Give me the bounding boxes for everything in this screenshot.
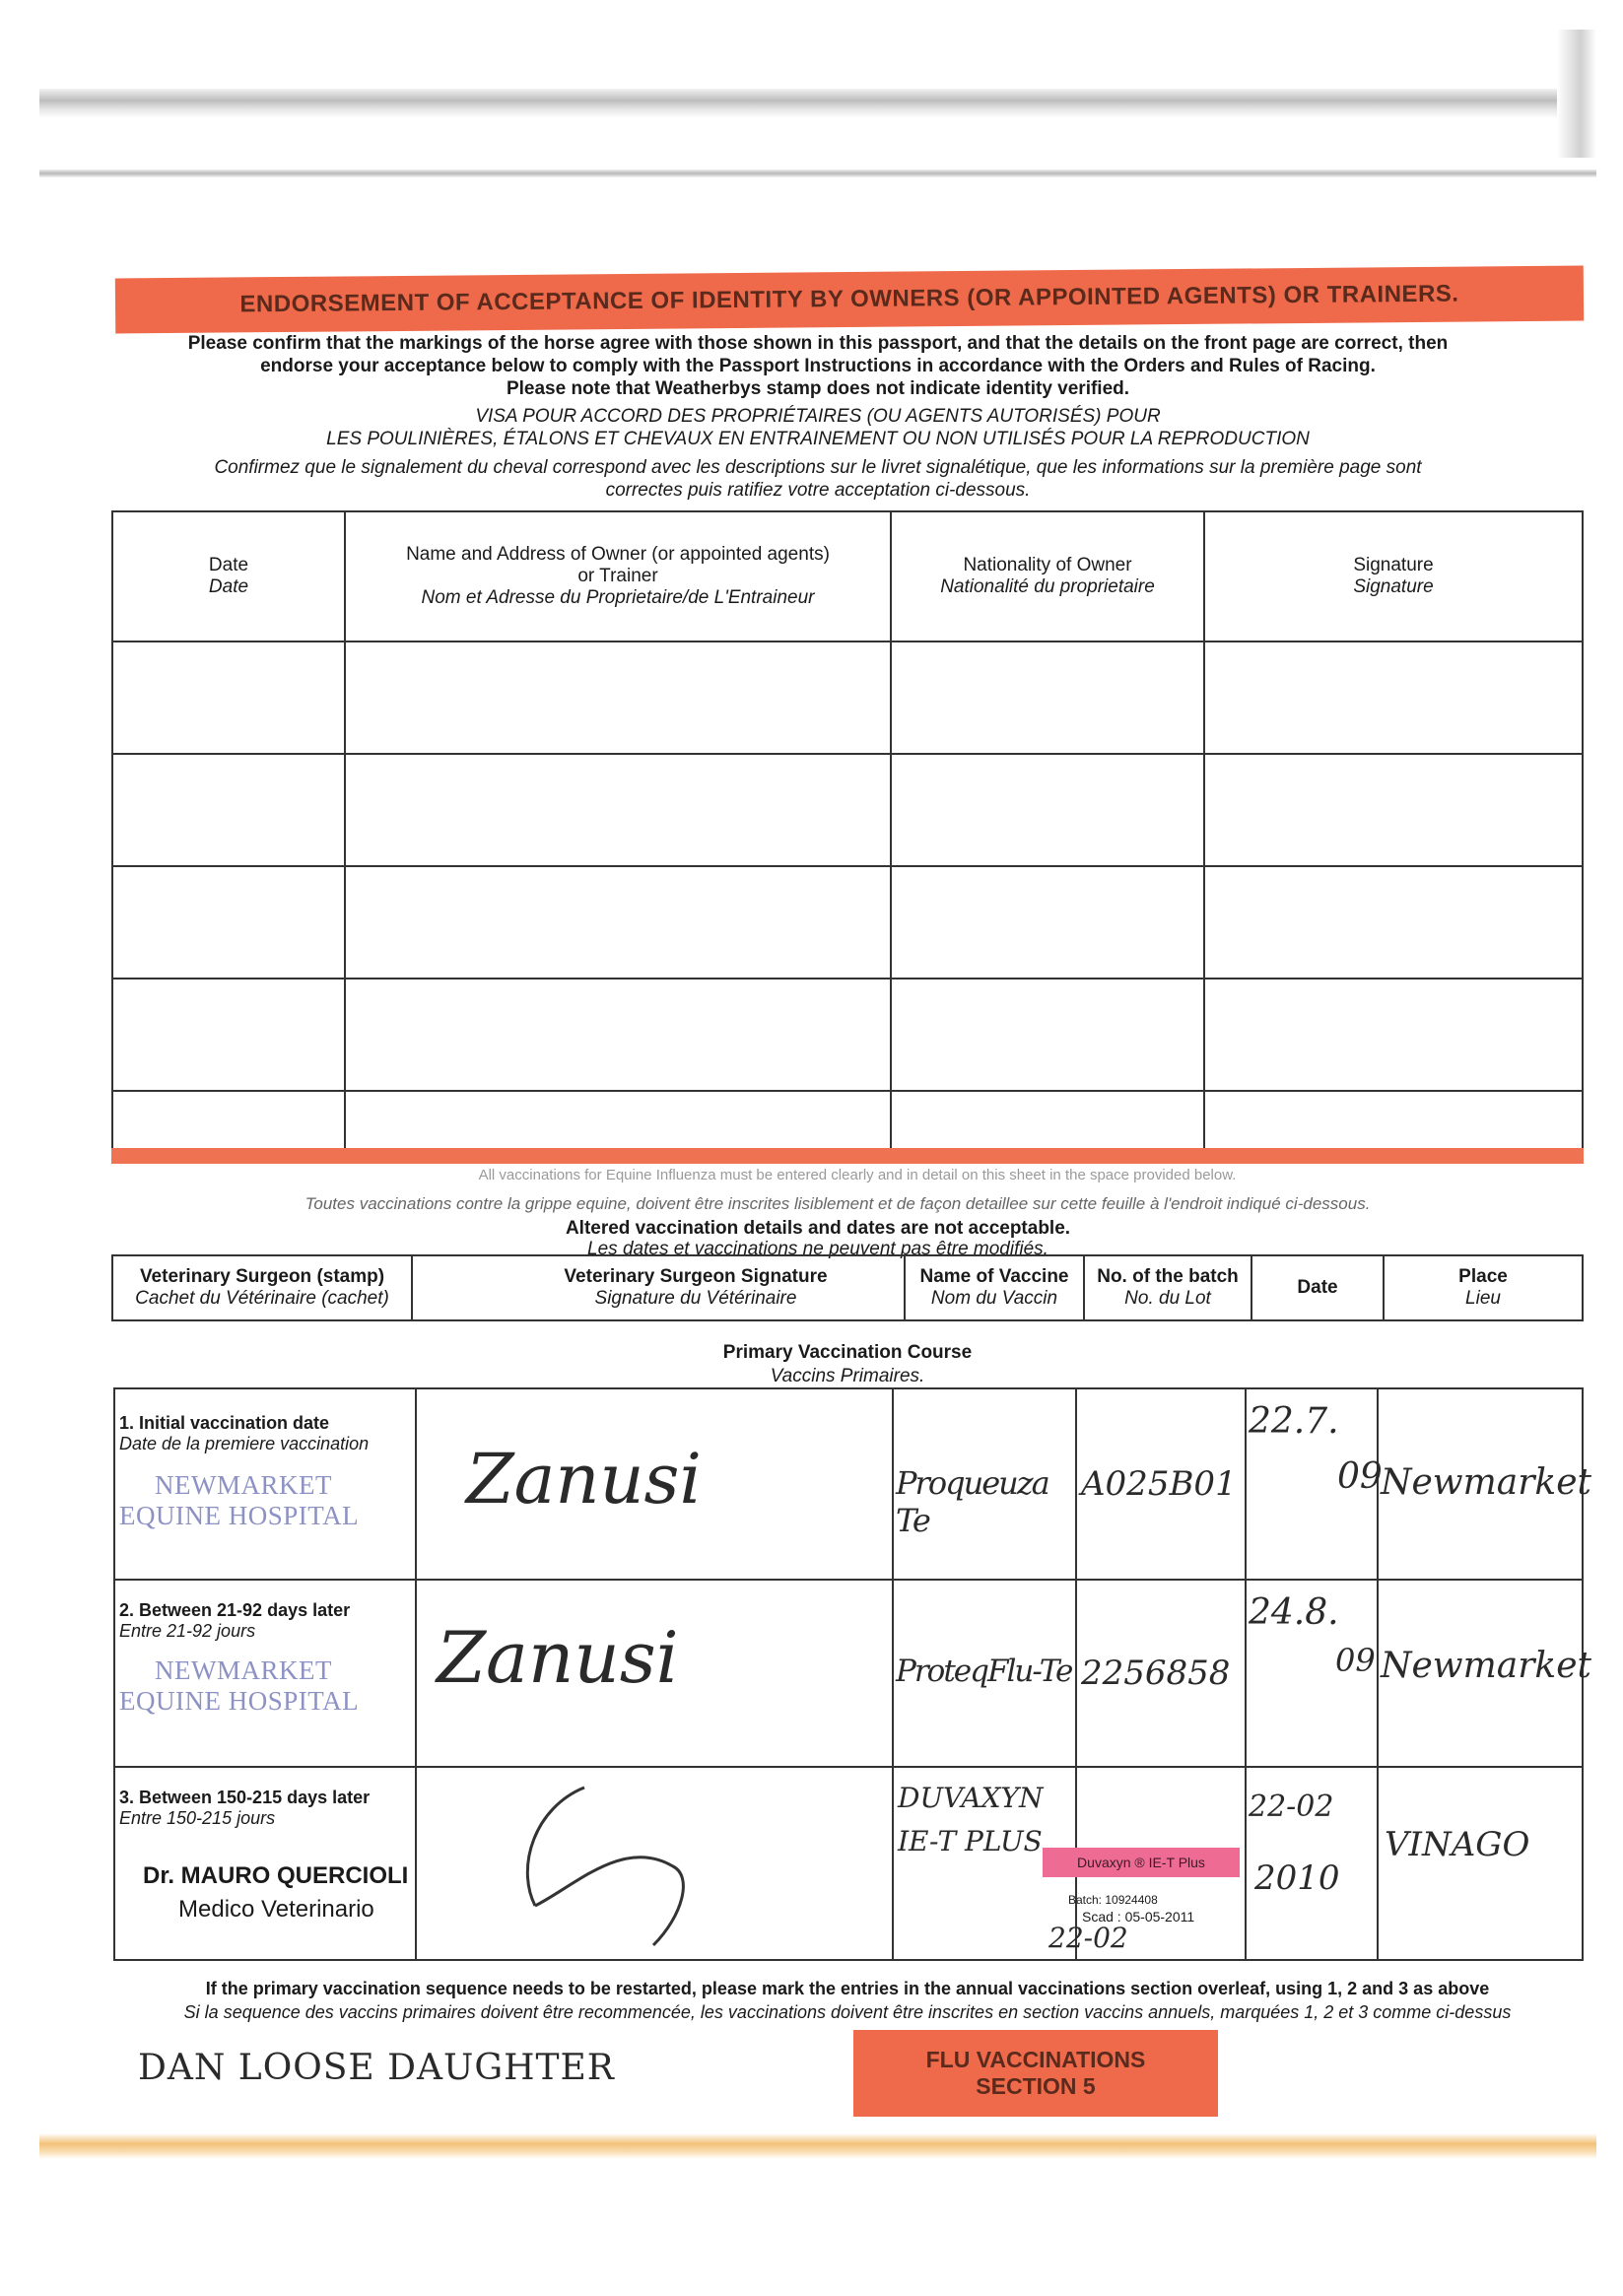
row3-signature-scribble — [476, 1778, 732, 1955]
head-date — [1251, 1255, 1384, 1320]
head-vaccine-name — [905, 1255, 1084, 1320]
owner-cell[interactable] — [1204, 1091, 1583, 1150]
col-nat-en: Nationality of Owner — [963, 555, 1132, 575]
owner-cell[interactable] — [891, 1091, 1204, 1150]
row3-vet-title: Medico Veterinario — [178, 1896, 374, 1923]
head-name-en: Name of Vaccine — [919, 1266, 1069, 1287]
horse-name: DAN LOOSE DAUGHTER — [138, 2048, 615, 2088]
scan-shadow-right — [1557, 30, 1596, 158]
row2-date-cell[interactable] — [1246, 1580, 1378, 1767]
row3-date-line2: 2010 — [1254, 1858, 1340, 1898]
instruction-en-3: Please note that Weatherbys stamp does not indicate identity verified. — [506, 378, 1130, 399]
row2-stamp-line1: NEWMARKET — [155, 1655, 332, 1685]
owner-row — [112, 1091, 1583, 1150]
col-name-fr: Nom et Adresse du Proprietaire/de L'Entraineur — [421, 587, 815, 608]
head-name-fr: Nom du Vaccin — [930, 1288, 1058, 1309]
altered-note-fr: Les dates et vaccinations ne peuvent pas être modifiés. — [587, 1239, 1048, 1259]
scan-band-top — [39, 89, 1596, 118]
owner-cell[interactable] — [891, 754, 1204, 866]
row2-date-part2: 09 — [1335, 1642, 1376, 1679]
owner-cell[interactable] — [1204, 979, 1583, 1091]
owner-cell[interactable] — [891, 642, 1204, 754]
vaccine-label-scad: Scad : 05-05-2011 — [1082, 1909, 1195, 1925]
row3-stamp-cell[interactable] — [114, 1767, 416, 1960]
vaccine-label-batch: Batch: 10924408 — [1068, 1893, 1158, 1907]
vaccination-row-1 — [114, 1388, 1583, 1580]
head-batch-fr: No. du Lot — [1124, 1288, 1211, 1309]
col-sig-fr: Signature — [1353, 576, 1434, 597]
restart-note-fr: Si la sequence des vaccins primaires doivent être recommencée, les vaccinations doivent être inscrites en section vaccins annuels, marquées 1, 2 et 3 comme ci-dessus — [183, 2002, 1512, 2022]
head-gap — [412, 1255, 488, 1320]
row2-stamp-line2: EQUINE HOSPITAL — [119, 1686, 360, 1716]
faint-note-en: All vaccinations for Equine Influenza must be entered clearly and in detail on this sheet in the space provided below. — [478, 1167, 1237, 1183]
instruction-en-2: endorse your acceptance below to comply with the Passport Instructions in accordance with the Orders and Rules of Racing. — [260, 356, 1376, 376]
owner-endorsement-table — [111, 510, 1584, 1151]
owner-cell[interactable] — [345, 979, 891, 1091]
row3-label-fr: Entre 150-215 jours — [119, 1808, 276, 1828]
owner-cell[interactable] — [112, 1091, 345, 1150]
row1-stamp-cell[interactable] — [114, 1388, 416, 1580]
owner-cell[interactable] — [345, 1091, 891, 1150]
row1-stamp-line1: NEWMARKET — [155, 1470, 332, 1500]
head-vet-en: Veterinary Surgeon (stamp) — [139, 1266, 385, 1287]
section-label-line1: FLU VACCINATIONS — [925, 2047, 1146, 2072]
row1-place-cell[interactable] — [1378, 1388, 1592, 1580]
row3-date-line1: 22-02 — [1249, 1790, 1334, 1824]
head-vet-stamp — [112, 1255, 412, 1320]
col-date-en: Date — [208, 555, 249, 575]
col-nat-fr: Nationalité du proprietaire — [940, 576, 1155, 597]
head-sig-en: Veterinary Surgeon Signature — [564, 1266, 828, 1287]
section-label-box — [853, 2030, 1218, 2117]
row3-date-correction: 22-02 — [1048, 1922, 1128, 1954]
row1-signature-cell[interactable] — [416, 1388, 893, 1580]
head-place — [1384, 1255, 1583, 1320]
owner-cell[interactable] — [112, 979, 345, 1091]
owner-cell[interactable] — [1204, 754, 1583, 866]
altered-note-en: Altered vaccination details and dates are not acceptable. — [565, 1218, 1071, 1239]
endorsement-header: ENDORSEMENT OF ACCEPTANCE OF IDENTITY BY OWNERS (OR APPOINTED AGENTS) OR TRAINERS. — [115, 265, 1584, 333]
row2-signature-cell[interactable] — [416, 1580, 893, 1767]
vaccine-label-sticker: Duvaxyn ® IE-T Plus — [1043, 1848, 1240, 1877]
row1-signature: Zanusi — [466, 1439, 702, 1519]
col-sig-en: Signature — [1353, 555, 1434, 575]
scan-band-bottom — [39, 2133, 1596, 2159]
primary-vaccination-table — [113, 1387, 1592, 1961]
row3-date-cell[interactable] — [1246, 1767, 1378, 1960]
head-vet-signature — [488, 1255, 905, 1320]
owner-cell[interactable] — [1204, 866, 1583, 979]
owner-cell[interactable] — [891, 866, 1204, 979]
head-place-en: Place — [1458, 1266, 1508, 1287]
row1-vaccine: Proqueuza Te — [896, 1464, 1048, 1539]
row3-place-cell[interactable] — [1378, 1767, 1583, 1960]
owner-row — [112, 979, 1583, 1091]
row2-place: Newmarket — [1381, 1646, 1592, 1686]
owner-row — [112, 754, 1583, 866]
owner-cell[interactable] — [345, 866, 891, 979]
row1-date-part2: 09 — [1337, 1456, 1383, 1497]
row2-place-cell[interactable] — [1378, 1580, 1592, 1767]
instruction-fr-1: VISA POUR ACCORD DES PROPRIÉTAIRES (OU AGENTS AUTORISÉS) POUR — [475, 406, 1161, 427]
owner-cell[interactable] — [345, 754, 891, 866]
owner-cell[interactable] — [345, 642, 891, 754]
head-vet-fr: Cachet du Vétérinaire (cachet) — [135, 1288, 389, 1309]
row3-label-en: 3. Between 150-215 days later — [119, 1788, 371, 1807]
owner-cell[interactable] — [112, 754, 345, 866]
col-owner-name — [345, 511, 891, 642]
faint-note-fr: Toutes vaccinations contre la grippe equine, doivent être inscrites lisiblement et de façon detaillee sur cette feuille à l'endroit indiqué ci-dessous. — [304, 1194, 1371, 1213]
section-divider — [111, 1148, 1584, 1164]
owner-row — [112, 642, 1583, 754]
instruction-en-1: Please confirm that the markings of the horse agree with those shown in this passport, and that the details on the front page are correct, then — [187, 333, 1449, 354]
vaccination-row-2 — [114, 1580, 1583, 1767]
restart-note-en: If the primary vaccination sequence needs to be restarted, please mark the entries in the annual vaccinations section overleaf, using 1, 2 and 3 as above — [205, 1979, 1490, 1998]
row3-place: VINAGO — [1385, 1825, 1530, 1864]
row2-vaccine-cell[interactable] — [893, 1580, 1076, 1767]
instruction-fr-4: correctes puis ratifiez votre acceptation ci-dessous. — [605, 480, 1031, 501]
row2-batch: 2256858 — [1081, 1654, 1231, 1693]
owner-cell[interactable] — [1204, 642, 1583, 754]
row2-label-fr: Entre 21-92 jours — [119, 1621, 256, 1641]
head-date-label: Date — [1297, 1277, 1338, 1298]
row1-stamp-line2: EQUINE HOSPITAL — [119, 1501, 360, 1530]
row3-signature-cell[interactable] — [416, 1767, 893, 1960]
col-name-en2: or Trainer — [577, 566, 658, 586]
instruction-fr-3: Confirmez que le signalement du cheval correspond avec les descriptions sur le livret signalétique, que les informations sur la première page sont — [214, 457, 1422, 478]
row1-date-cell[interactable] — [1246, 1388, 1383, 1580]
row1-date-part1: 22.7. — [1249, 1401, 1339, 1442]
row1-label-en: 1. Initial vaccination date — [119, 1413, 330, 1433]
row2-date-part1: 24.8. — [1249, 1592, 1339, 1633]
row1-vaccine-cell[interactable] — [893, 1388, 1076, 1580]
col-signature — [1204, 511, 1583, 642]
head-batch — [1084, 1255, 1251, 1320]
col-name-en1: Name and Address of Owner (or appointed agents) — [406, 544, 830, 565]
head-batch-en: No. of the batch — [1097, 1266, 1239, 1287]
col-nationality — [891, 511, 1204, 642]
primary-course-fr: Vaccins Primaires. — [770, 1366, 925, 1386]
row2-batch-cell[interactable] — [1076, 1580, 1246, 1767]
row2-label-en: 2. Between 21-92 days later — [119, 1600, 351, 1620]
row2-stamp-cell[interactable] — [114, 1580, 416, 1767]
col-date — [112, 511, 345, 642]
section-label-line2: SECTION 5 — [976, 2073, 1096, 2099]
row1-batch-cell[interactable] — [1076, 1388, 1246, 1580]
head-place-fr: Lieu — [1465, 1288, 1501, 1309]
owner-cell[interactable] — [891, 979, 1204, 1091]
row1-label-fr: Date de la premiere vaccination — [119, 1434, 370, 1453]
row2-signature: Zanusi — [437, 1616, 679, 1699]
owner-row — [112, 866, 1583, 979]
row1-batch: A025B01 — [1081, 1464, 1237, 1504]
row3-vet-name: Dr. MAURO QUERCIOLI — [143, 1862, 409, 1889]
row3-vaccine-line1: DUVAXYN — [898, 1782, 1044, 1814]
row2-vaccine: ProteqFlu-Te — [896, 1654, 1072, 1689]
head-sig-fr: Signature du Vétérinaire — [594, 1288, 797, 1309]
vaccination-row-3 — [114, 1767, 1583, 1960]
instruction-fr-2: LES POULINIÈRES, ÉTALONS ET CHEVAUX EN ENTRAINEMENT OU NON UTILISÉS POUR LA REPRODUCTION — [326, 429, 1310, 449]
owner-cell[interactable] — [112, 866, 345, 979]
primary-course-en: Primary Vaccination Course — [722, 1342, 973, 1363]
vaccination-header-table — [111, 1254, 1584, 1321]
scan-line — [39, 169, 1596, 177]
row3-vaccine-line2: IE-T PLUS — [898, 1825, 1043, 1857]
owner-cell[interactable] — [112, 642, 345, 754]
col-date-fr: Date — [208, 576, 249, 597]
row1-place: Newmarket — [1381, 1462, 1592, 1503]
